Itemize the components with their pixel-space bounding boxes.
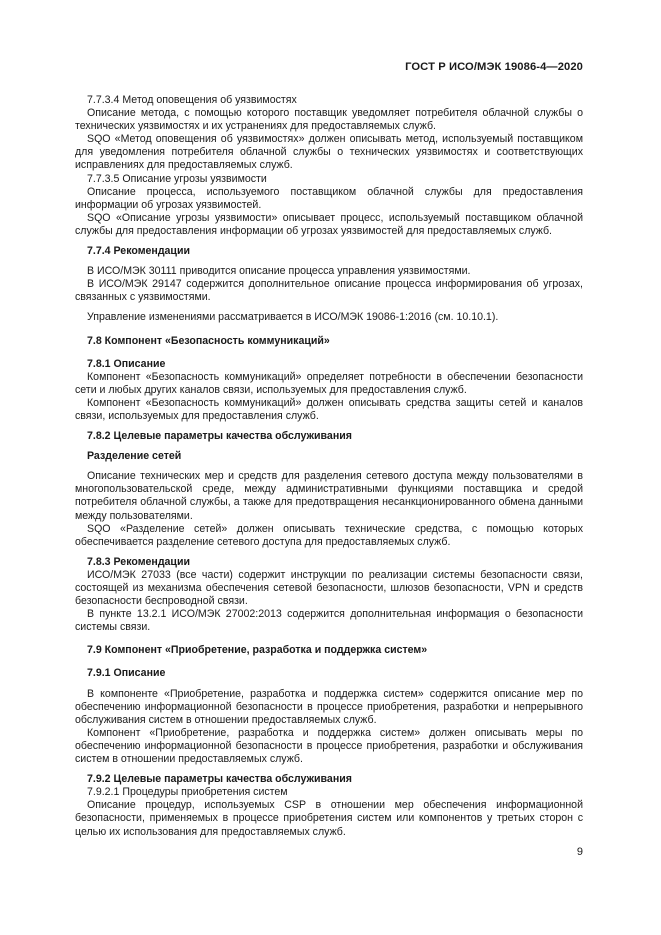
- paragraph: В пункте 13.2.1 ИСО/МЭК 27002:2013 содержится дополнительная информация о безопасности системы связи.: [75, 608, 583, 634]
- paragraph: SQO «Метод оповещения об уязвимостях» должен описывать метод, используемый поставщиком для уведомления потребителя облачной службы о технических уязвимостях и соответствующих исправлениях для предоставляемых служб.: [75, 133, 583, 172]
- paragraph: Описание процесса, используемого поставщиком облачной службы для предоставления информации об угрозах уязвимостей.: [75, 185, 583, 211]
- paragraph: Описание технических мер и средств для разделения сетевого доступа между пользователями в многопользовательской среде, между административными функциями поставщика и средой потребителя облачной службы, а также для предотвращения несанкционированного обмена данными между пользователями.: [75, 470, 583, 522]
- paragraph: Компонент «Приобретение, разработка и поддержка систем» должен описывать меры по обеспечению информационной безопасности в процессе приобретения, разработки и обслуживания систем в отношении предоставляемых служб.: [75, 726, 583, 766]
- section-heading-7-8-2: 7.8.2 Целевые параметры качества обслуживания: [87, 430, 352, 443]
- section-heading-7-9: 7.9 Компонент «Приобретение, разработка и поддержка систем»: [87, 644, 428, 657]
- paragraph: Компонент «Безопасность коммуникаций» должен описывать средства защиты сетей и каналов связи, используемых для предоставления служб.: [75, 396, 583, 422]
- section-heading-7-9-1: 7.9.1 Описание: [87, 667, 166, 680]
- paragraph: SQO «Разделение сетей» должен описывать технические средства, с помощью которых обеспечивается разделение сетевого доступа для предоставляемых служб.: [75, 522, 583, 548]
- section-heading-7-9-2: 7.9.2 Целевые параметры качества обслуживания: [87, 773, 352, 786]
- section-heading-7-8-3: 7.8.3 Рекомендации: [87, 555, 190, 568]
- subclause-7-7-3-5-heading: 7.7.3.5 Описание угрозы уязвимости: [87, 172, 267, 185]
- paragraph: Управление изменениями рассматривается в ИСО/МЭК 19086-1:2016 (см. 10.10.1).: [87, 311, 499, 324]
- section-heading-7-8: 7.8 Компонент «Безопасность коммуникаций»: [87, 334, 330, 347]
- paragraph: В компоненте «Приобретение, разработка и поддержка систем» содержится описание мер по обеспечению информационной безопасности в процессе приобретения, разработки и непрерывного обслуживания систем в отношении предоставляемых служб.: [75, 687, 583, 726]
- paragraph: Описание процедур, используемых CSP в отношении мер обеспечения информационной безопасности, применяемых в процессе приобретения систем или компонентов у третьих сторон с целью их использования для предоставляемых служб.: [75, 799, 583, 838]
- subheading-network-separation: Разделение сетей: [87, 450, 182, 463]
- paragraph: Компонент «Безопасность коммуникаций» определяет потребности в обеспечении безопасности сети и любых других каналов связи, используемых для предоставления служб.: [75, 370, 583, 396]
- page-body: [75, 94, 583, 839]
- paragraph: ИСО/МЭК 27033 (все части) содержит инструкции по реализации системы безопасности связи, состоящей из механизма обеспечения сетевой безопасности, шлюзов безопасности, VPN и средств безопасности беспроводной связи.: [75, 568, 583, 608]
- paragraph: В ИСО/МЭК 30111 приводится описание процесса управления уязвимостями.: [87, 265, 471, 278]
- paragraph: В ИСО/МЭК 29147 содержится дополнительное описание процесса информирования об угрозах, связанных с уязвимостями.: [75, 278, 583, 304]
- section-heading-7-8-1: 7.8.1 Описание: [87, 357, 166, 370]
- standard-header: ГОСТ Р ИСО/МЭК 19086-4—2020: [405, 61, 583, 73]
- page-number: 9: [576, 846, 583, 858]
- paragraph: SQO «Описание угрозы уязвимости» описывает процесс, используемый поставщиком облачной службы для предоставления информации об угрозах уязвимостей для предоставляемых служб.: [75, 211, 583, 237]
- subclause-7-7-3-4-heading: 7.7.3.4 Метод оповещения об уязвимостях: [87, 94, 297, 106]
- paragraph: Описание метода, с помощью которого поставщик уведомляет потребителя облачной службы о технических уязвимостях и их устранениях для предоставляемых служб.: [75, 107, 583, 133]
- subclause-7-9-2-1-heading: 7.9.2.1 Процедуры приобретения систем: [87, 786, 288, 799]
- section-heading-7-7-4: 7.7.4 Рекомендации: [87, 245, 190, 258]
